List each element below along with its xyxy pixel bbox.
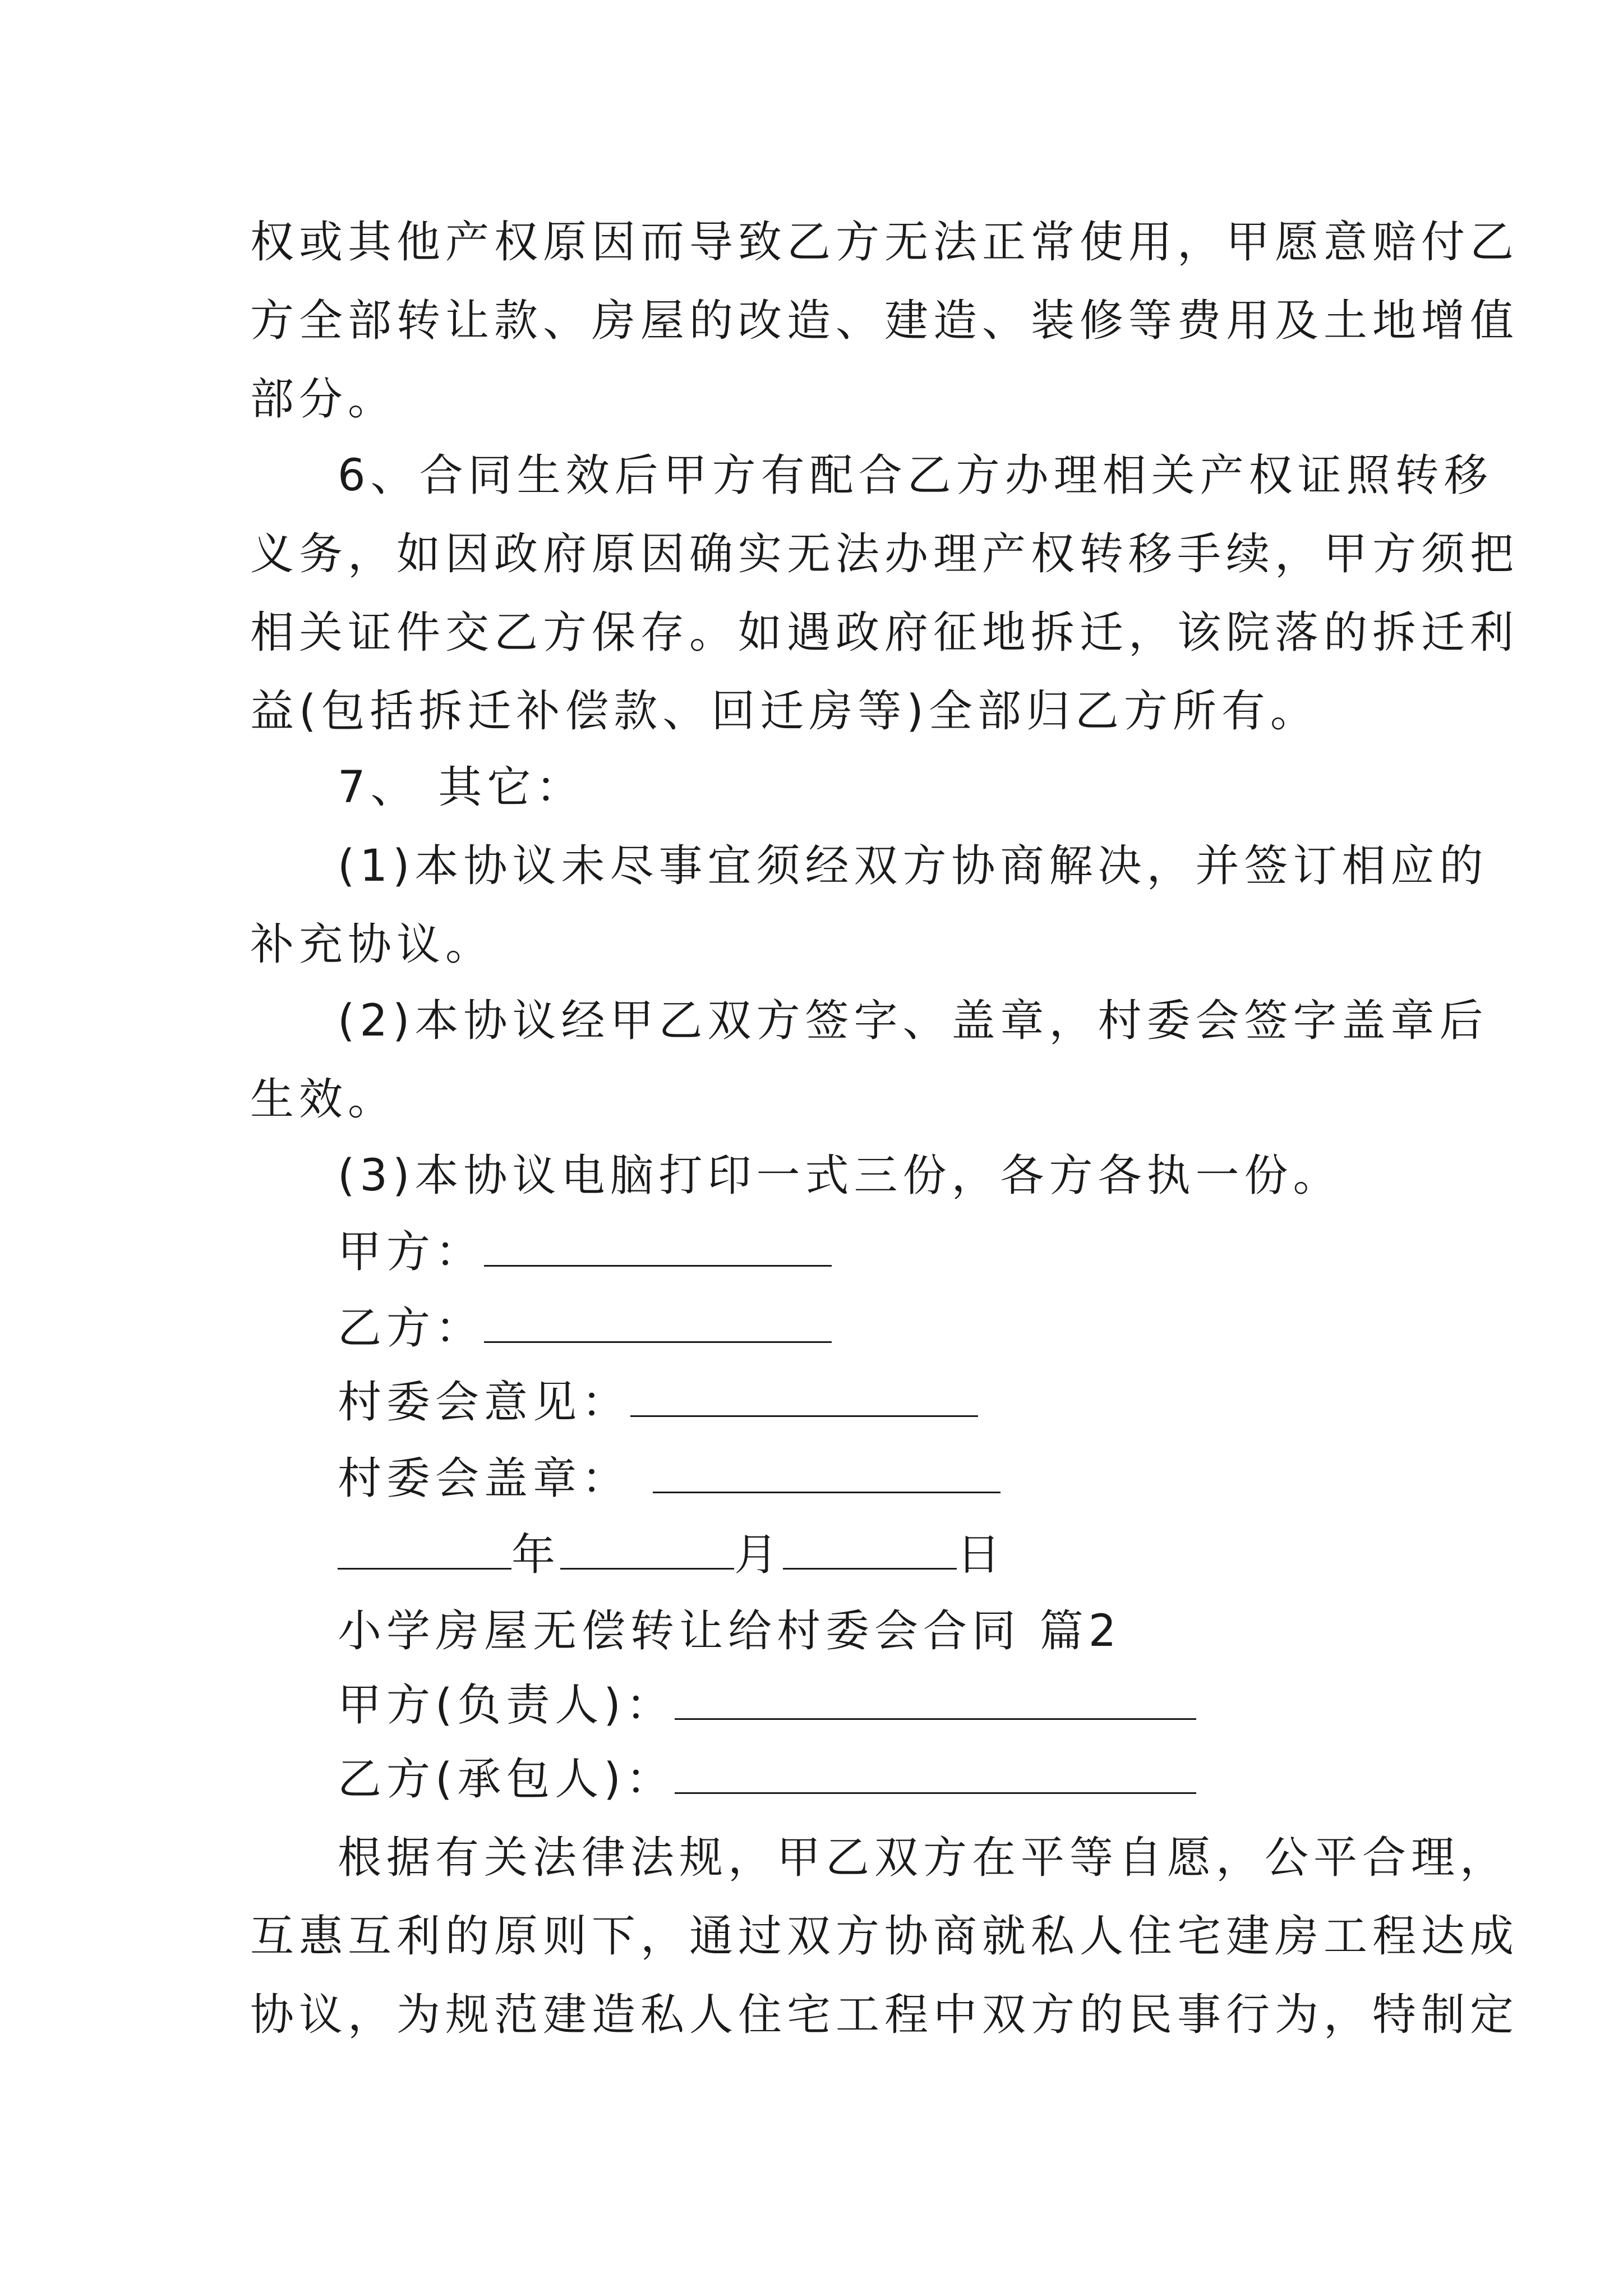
clause-7-item-2: (2)本协议经甲乙双方签字、盖章，村委会签字盖章后 [338, 996, 1488, 1046]
body-line: 方全部转让款、房屋的改造、建造、装修等费用及土地增值 [250, 296, 1519, 346]
party-b-signature-blank[interactable] [484, 1306, 832, 1343]
clause-7-item-1: (1)本协议未尽事宜须经双方协商解决，并签订相应的 [338, 841, 1488, 891]
contract-2-party-b-blank[interactable] [675, 1757, 1196, 1794]
year-blank[interactable] [338, 1533, 511, 1570]
committee-seal-label: 村委会盖章： [338, 1453, 631, 1504]
clause-6-line: 6、合同生效后甲方有配合乙方办理相关产权证照转移 [338, 450, 1493, 501]
body-line: 补充协议。 [250, 919, 495, 970]
contract-2-heading: 小学房屋无偿转让给村委会合同 篇2 [338, 1606, 1122, 1657]
committee-seal-blank[interactable] [653, 1457, 1000, 1493]
body-line: 生效。 [250, 1074, 397, 1125]
contract-2-party-a-blank[interactable] [675, 1683, 1196, 1720]
month-label: 月 [734, 1530, 783, 1580]
body-line: 权或其他产权原因而导致乙方无法正常使用，甲愿意赔付乙 [250, 217, 1519, 268]
date-row [338, 1527, 1006, 1583]
contract-2-party-a [338, 1677, 1196, 1733]
contract-2-party-b [338, 1751, 1196, 1807]
party-a-label: 甲方： [338, 1227, 485, 1277]
day-blank[interactable] [783, 1533, 957, 1570]
contract-2-body-line: 协议，为规范建造私人住宅工程中双方的民事行为，特制定 [250, 1990, 1519, 2040]
month-blank[interactable] [560, 1533, 734, 1570]
contract-2-body-line: 互惠互利的原则下，通过双方协商就私人住宅建房工程达成 [250, 1911, 1519, 1962]
party-b-label: 乙方： [338, 1303, 485, 1354]
committee-opinion-row [338, 1374, 978, 1430]
year-label: 年 [511, 1530, 561, 1580]
body-line: 相关证件交乙方保存。如遇政府征地拆迁，该院落的拆迁利 [250, 608, 1519, 658]
committee-opinion-label: 村委会意见： [338, 1377, 631, 1428]
clause-7-item-3: (3)本协议电脑打印一式三份，各方各执一份。 [338, 1151, 1342, 1201]
signature-party-b [338, 1300, 832, 1356]
committee-opinion-blank[interactable] [630, 1381, 978, 1417]
body-line: 益(包括拆迁补偿款、回迁房等)全部归乙方所有。 [250, 686, 1319, 737]
contract-2-body-line: 根据有关法律法规，甲乙双方在平等自愿，公平合理， [338, 1833, 1509, 1883]
clause-7-heading: 7、 其它： [338, 762, 585, 813]
day-label: 日 [957, 1530, 1006, 1580]
contract-2-party-a-label: 甲方(负责人)： [338, 1680, 675, 1731]
party-a-signature-blank[interactable] [484, 1230, 832, 1267]
body-line: 义务，如因政府原因确实无法办理产权转移手续，甲方须把 [250, 529, 1519, 579]
contract-2-party-b-label: 乙方(承包人)： [338, 1754, 675, 1805]
signature-party-a [338, 1224, 832, 1280]
body-line: 部分。 [250, 374, 397, 425]
committee-seal-row [338, 1451, 1000, 1507]
